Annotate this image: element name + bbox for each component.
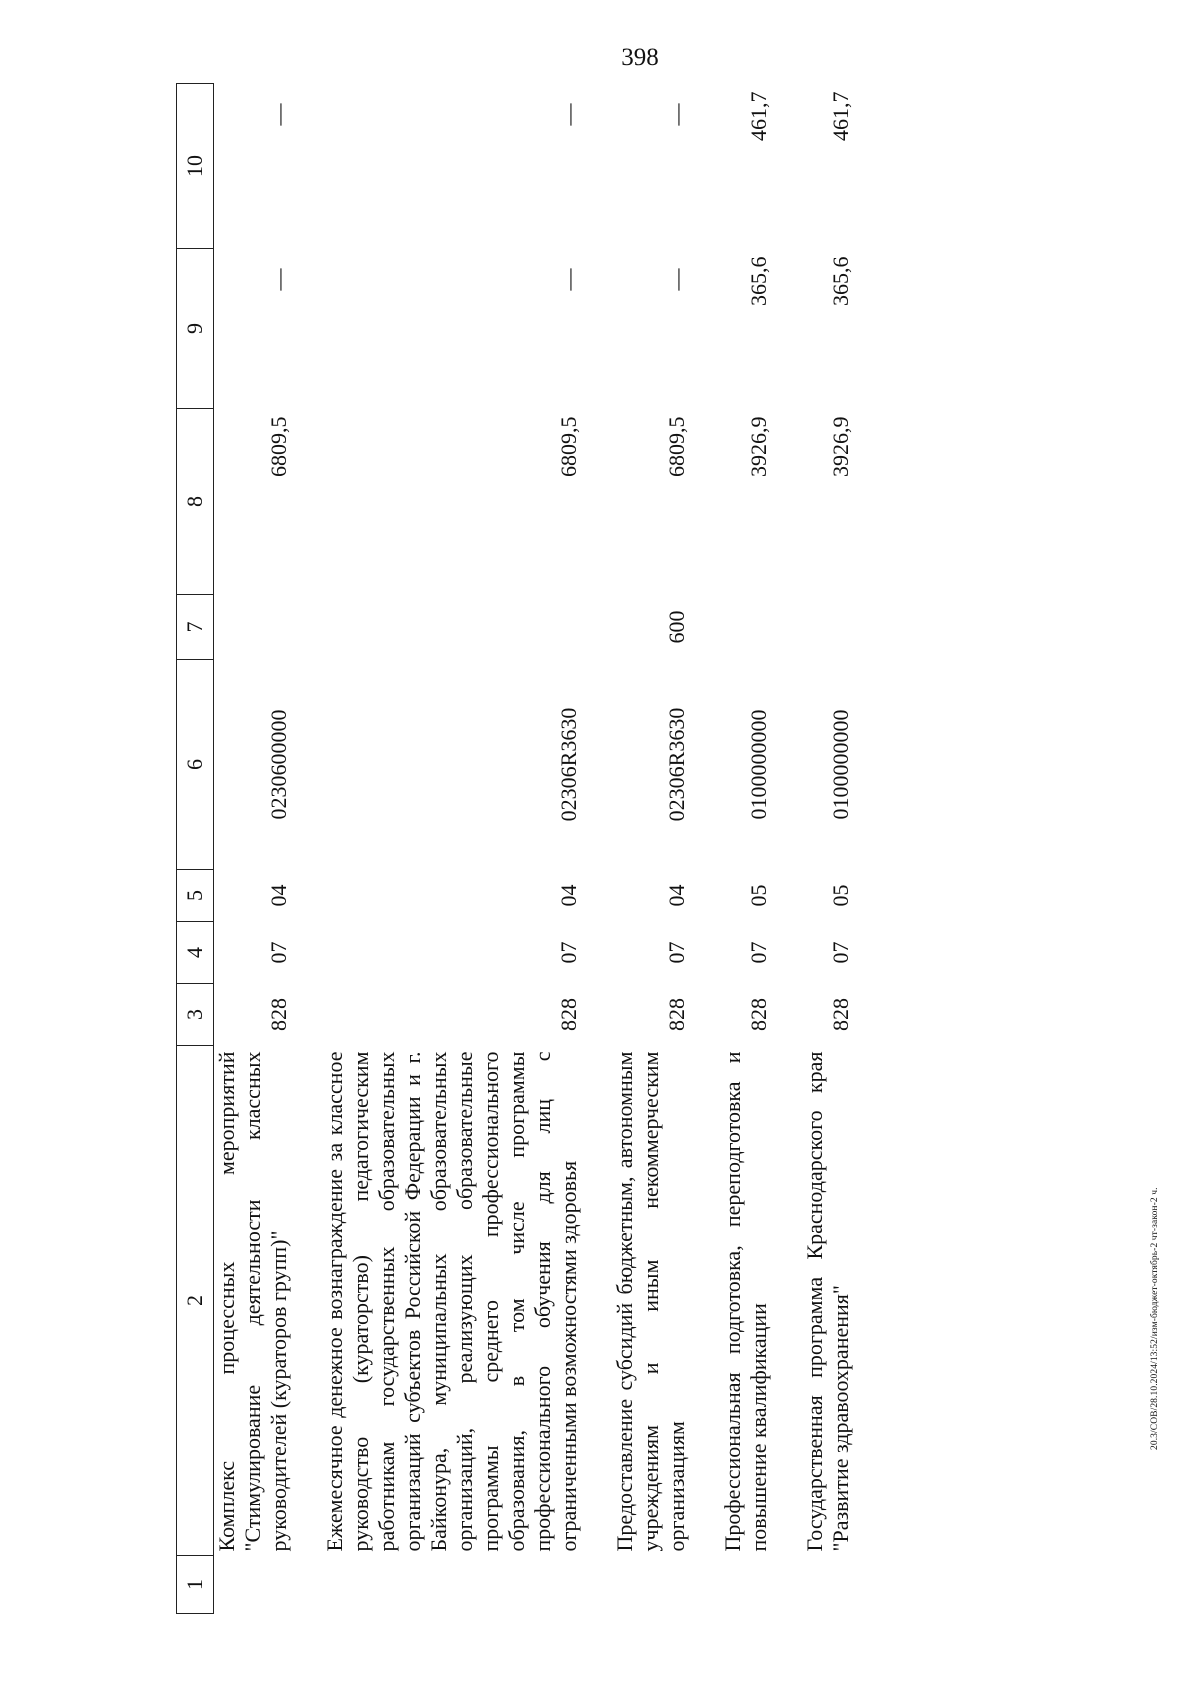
amount-col-10: 461,7 [746,91,771,141]
row-spacer [292,84,322,1614]
amount-col-10: — [556,103,581,126]
page-number: 398 [621,44,659,71]
code-subsection: 05 [746,884,771,907]
code-target: 0230600000 [266,709,291,820]
code-expense-type [214,595,293,660]
row-name: Предоставление субсидий бюджетным, автономным учреждениям и иным некоммерческим организациям [612,1051,689,1552]
code-target: 02306R3630 [664,707,689,822]
table-row [720,84,772,1614]
code-subsection: 05 [828,884,853,907]
budget-table-sheet [176,84,1200,1614]
code-expense-type [720,595,772,660]
row-spacer [690,84,720,1614]
code-target: 0100000000 [828,709,853,820]
code-section: 07 [746,941,771,964]
amount-col-9: — [664,268,689,291]
row-number [802,1556,854,1614]
table-row [322,84,582,1614]
code-subsection: 04 [266,884,291,907]
amount-col-9: — [266,268,291,291]
header-col-3: 3 [177,984,214,1046]
header-col-4: 4 [177,922,214,984]
row-name: Ежемесячное денежное вознаграждение за классное руководство (кураторство) педагогическим работникам государственных образовательных организаций субъектов Российской Федерации и г. Байконура, муниципальных образовательных организаций, реализующих образовательные программы среднего профессионального образования, в том числе программы профессионального обучения для лиц с ограниченными возможностями здоровья [322,1051,581,1552]
header-col-10: 10 [177,84,214,249]
header-col-9: 9 [177,249,214,409]
code-section: 07 [664,941,689,964]
amount-col-9: 365,6 [828,256,853,306]
row-name: Профессиональная подготовка, переподготовка и повышение квалификации [720,1051,771,1552]
amount-col-8: 3926,9 [746,416,771,477]
table-row [214,84,293,1614]
row-spacer [582,84,612,1614]
amount-col-10: — [664,103,689,126]
row-number [612,1556,690,1614]
header-col-8: 8 [177,409,214,595]
code-ministry: 828 [746,998,771,1031]
code-subsection: 04 [556,884,581,907]
code-subsection: 04 [664,884,689,907]
code-expense-type [322,595,582,660]
table-row [802,84,854,1614]
row-number [214,1556,293,1614]
budget-table [176,83,854,1614]
code-ministry: 828 [664,998,689,1031]
code-expense-type [802,595,854,660]
table-header-row [177,84,214,1614]
amount-col-10: 461,7 [828,91,853,141]
amount-col-9: 365,6 [746,256,771,306]
amount-col-10: — [266,103,291,126]
code-section: 07 [556,941,581,964]
amount-col-8: 6809,5 [664,416,689,477]
row-spacer [772,84,802,1614]
code-ministry: 828 [556,998,581,1031]
header-col-7: 7 [177,595,214,660]
table-row [612,84,690,1614]
code-expense-type: 600 [664,610,689,644]
header-col-1: 1 [177,1556,214,1614]
amount-col-8: 6809,5 [556,416,581,477]
code-target: 0100000000 [746,709,771,820]
header-col-2: 2 [177,1046,214,1556]
amount-col-8: 6809,5 [266,416,291,477]
row-number [322,1556,582,1614]
code-section: 07 [828,941,853,964]
row-number [720,1556,772,1614]
amount-col-9: — [556,268,581,291]
code-section: 07 [266,941,291,964]
row-name: Комплекс процессных мероприятий "Стимулирование деятельности классных руководителей (кураторов групп)" [214,1051,291,1552]
amount-col-8: 3926,9 [828,416,853,477]
document-stamp: 20.3/СОВ/28.10.2024/13:52/изм-бюджет-октябрь-2 чт-закон-2 ч. [1150,1187,1160,1450]
code-ministry: 828 [266,998,291,1031]
code-ministry: 828 [828,998,853,1031]
header-col-6: 6 [177,660,214,870]
row-name: Государственная программа Краснодарского края "Развитие здравоохранения" [802,1051,853,1552]
code-target: 02306R3630 [556,707,581,822]
header-col-5: 5 [177,870,214,922]
